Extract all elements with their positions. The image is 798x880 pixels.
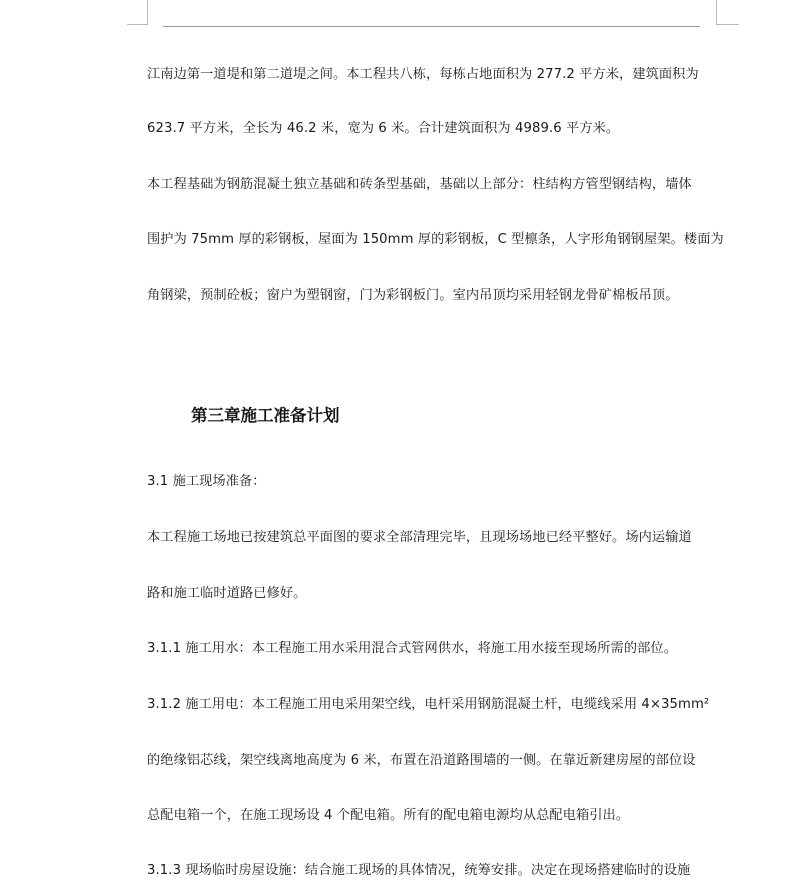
body-line: 江南边第一道堤和第二道堤之间。本工程共八栋，每栋占地面积为 277.2 平方米，建筑面积为 [147,67,699,82]
chapter-title: 第三章施工准备计划 [191,406,340,425]
body-line: 角钢梁，预制砼板；窗户为塑钢窗，门为彩钢板门。室内吊顶均采用轻钢龙骨矿棉板吊顶。 [147,288,679,303]
body-line: 3.1.3 现场临时房屋设施：结合施工现场的具体情况，统筹安排。决定在现场搭建临时的设施 [147,863,691,878]
header-rule [163,26,700,27]
body-line: 总配电箱一个，在施工现场设 4 个配电箱。所有的配电箱电源均从总配电箱引出。 [147,808,630,823]
body-line: 623.7 平方米，全长为 46.2 米，宽为 6 米。合计建筑面积为 4989.6 平方米。 [147,121,620,136]
page-corner-mark-top-left [127,0,148,25]
body-line: 的绝缘铝芯线，架空线离地高度为 6 米，布置在沿道路围墙的一侧。在靠近新建房屋的部位设 [147,753,696,768]
body-line: 路和施工临时道路已修好。 [147,586,307,601]
body-line: 3.1.2 施工用电：本工程施工用电采用架空线，电杆采用钢筋混凝土杆，电缆线采用 4×35mm² [147,697,710,712]
page-corner-mark-top-right [716,0,739,25]
body-line: 围护为 75mm 厚的彩钢板，屋面为 150mm 厚的彩钢板，C 型檩条，人字形角钢钢屋架。楼面为 [147,232,724,247]
body-line: 本工程基础为钢筋混凝土独立基础和砖条型基础，基础以上部分：柱结构方管型钢结构，墙体 [147,177,692,192]
body-line: 3.1.1 施工用水：本工程施工用水采用混合式管网供水，将施工用水接至现场所需的部位。 [147,641,677,656]
section-heading: 3.1 施工现场准备： [147,474,266,489]
body-line: 本工程施工场地已按建筑总平面图的要求全部清理完毕，且现场场地已经平整好。场内运输道 [147,530,692,545]
